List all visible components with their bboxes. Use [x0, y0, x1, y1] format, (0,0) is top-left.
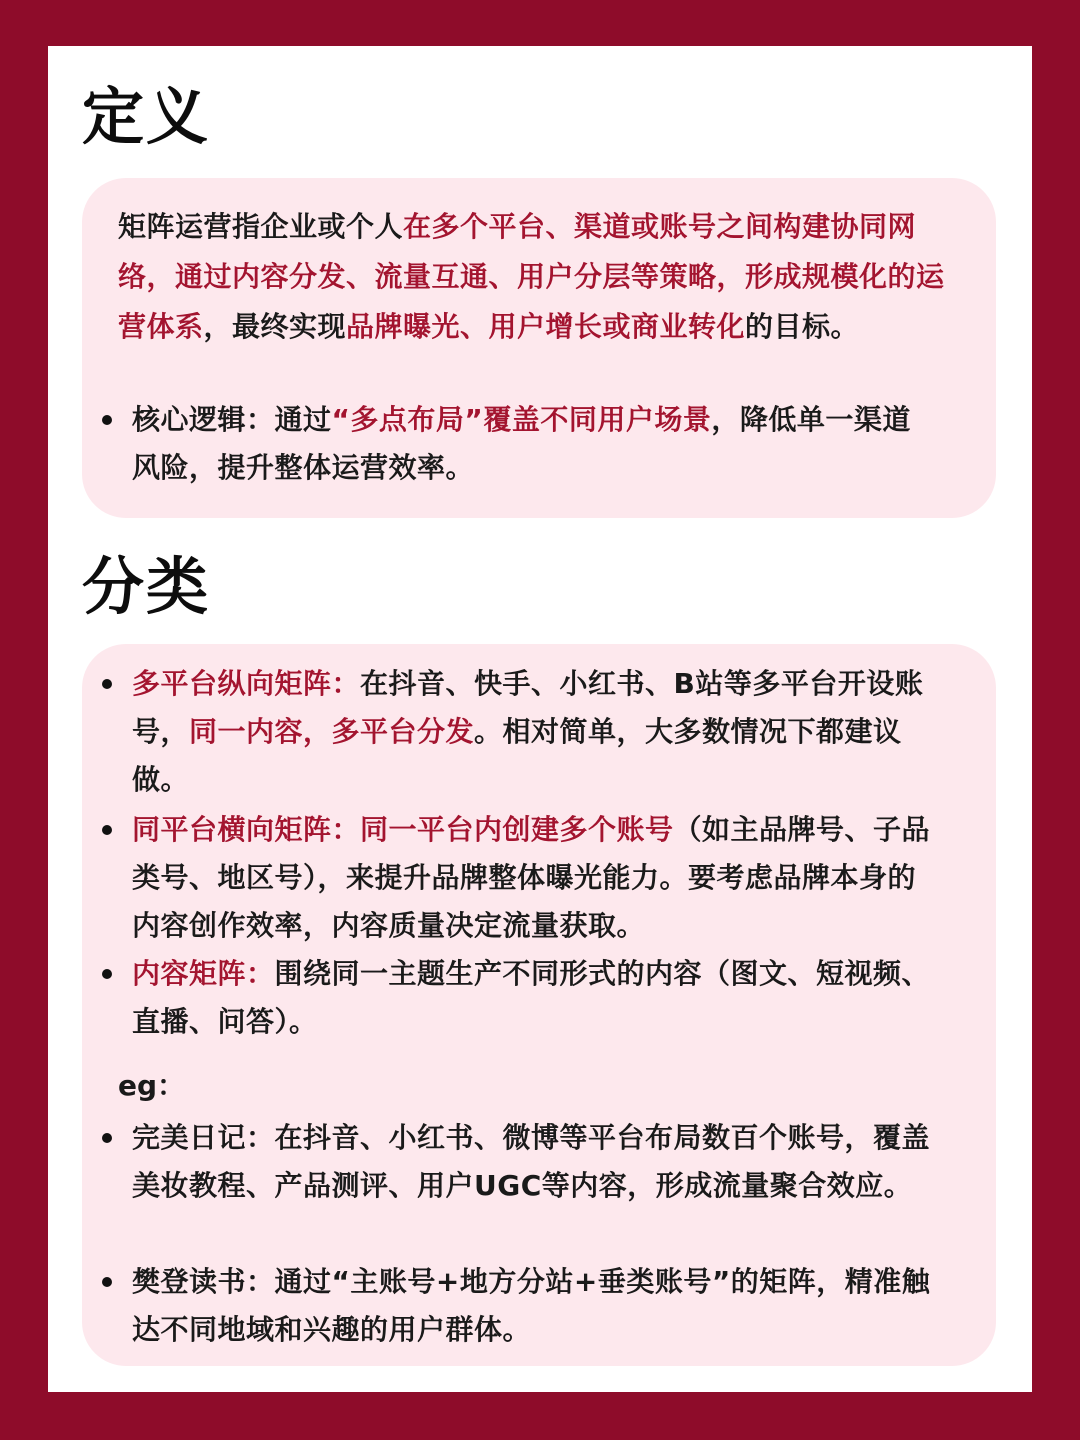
list-item-horizontal-matrix [132, 806, 932, 950]
bullet-dot [102, 679, 112, 689]
item-text: （如主品牌号、子品类号、地区号），来提升品牌整体曝光能力。要考虑品牌本身的内容创作效率，内容质量决定流量获取。 [132, 813, 931, 942]
example-item [132, 1114, 932, 1210]
definition-paragraph [118, 202, 956, 352]
definition-highlight-2: 品牌曝光、用户增长或商业转化 [346, 310, 746, 343]
bullet-dot [102, 1277, 112, 1287]
core-logic-text-1: 核心逻辑：通过 [132, 403, 332, 436]
definition-text-2: ，最终实现 [203, 310, 347, 343]
core-logic-highlight: “多点布局”覆盖不同用户场景 [331, 403, 712, 436]
eg-label: eg： [118, 1069, 186, 1102]
example-item [132, 1258, 932, 1354]
classification-box [82, 644, 996, 1366]
bullet-dot [102, 415, 112, 425]
example-text: 樊登读书：通过“主账号+地方分站+垂类账号”的矩阵，精准触达不同地域和兴趣的用户群体。 [132, 1265, 931, 1346]
item-label: 多平台纵向矩阵： [132, 667, 361, 700]
definition-title: 定义 [82, 80, 211, 153]
list-item-vertical-matrix [132, 660, 932, 804]
bullet-dot [102, 825, 112, 835]
bullet-dot [102, 969, 112, 979]
content-card [48, 46, 1032, 1392]
definition-box [82, 178, 996, 518]
core-logic-bullet [132, 396, 932, 492]
list-item-content-matrix [132, 950, 932, 1046]
definition-highlight-1: 在多个平台、渠道或账号之间构建协同网络，通过内容分发、流量互通、用户分层等策略，形成规模化的运营体系 [118, 210, 945, 343]
item-text: 在抖音、快手、小红书、B站等多平台开设账号， [132, 667, 924, 748]
classification-title: 分类 [82, 550, 211, 623]
item-text: 。相对简单，大多数情况下都建议做。 [132, 715, 902, 796]
bullet-dot [102, 1133, 112, 1143]
core-logic-text-2: ，降低单一渠道风险，提升整体运营效率。 [132, 403, 911, 484]
definition-text-3: 的目标。 [745, 310, 860, 343]
item-highlight: 同一内容，多平台分发 [189, 715, 475, 748]
item-label: 同平台横向矩阵：同一平台内创建多个账号 [132, 813, 674, 846]
definition-text-1: 矩阵运营指企业或个人 [118, 210, 404, 243]
example-text: 完美日记：在抖音、小红书、微博等平台布局数百个账号，覆盖美妆教程、产品测评、用户UGC等内容，形成流量聚合效应。 [132, 1121, 931, 1202]
item-label: 内容矩阵： [132, 957, 275, 990]
item-text: 围绕同一主题生产不同形式的内容（图文、短视频、直播、问答）。 [132, 957, 931, 1038]
